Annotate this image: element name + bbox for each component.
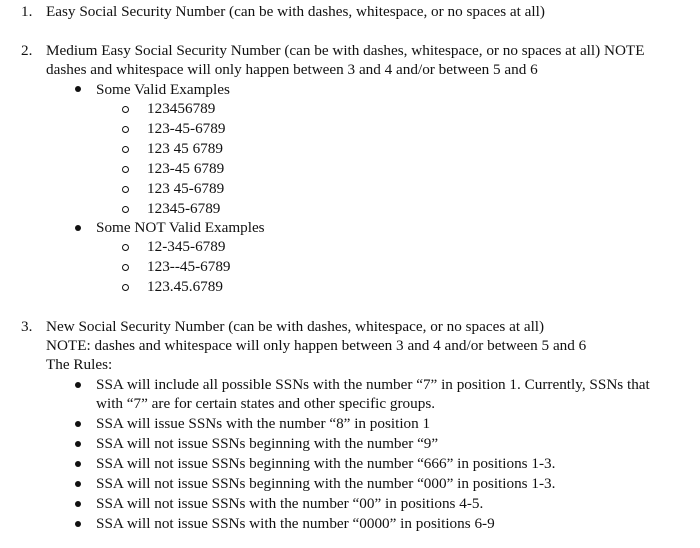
bullet-icon (75, 441, 81, 447)
circle-bullet-icon (122, 244, 129, 251)
rules-heading: The Rules: (46, 356, 113, 373)
invalid-example-item: 123.45.6789 (147, 278, 223, 295)
bullet-icon (75, 521, 81, 527)
valid-example-item: 12345-6789 (147, 200, 221, 217)
circle-bullet-icon (122, 206, 129, 213)
rule-item: SSA will issue SSNs with the number “8” in position 1 (96, 415, 431, 432)
invalid-example-item: 12-345-6789 (147, 238, 226, 255)
item-2-number: 2. (21, 42, 33, 59)
circle-bullet-icon (122, 284, 129, 291)
rule-item: SSA will not issue SSNs beginning with the number “9” (96, 435, 439, 452)
item-2-text-line1: Medium Easy Social Security Number (can be with dashes, whitespace, or no spaces at all) NOTE (46, 42, 645, 59)
bullet-icon (75, 382, 81, 388)
bullet-icon (75, 421, 81, 427)
item-3-text-line1: New Social Security Number (can be with dashes, whitespace, or no spaces at all) (46, 318, 545, 335)
rule-item: SSA will not issue SSNs beginning with the number “666” in positions 1-3. (96, 455, 556, 472)
item-3-number: 3. (21, 318, 33, 335)
circle-bullet-icon (122, 146, 129, 153)
bullet-icon (75, 225, 81, 231)
invalid-examples-heading: Some NOT Valid Examples (96, 219, 265, 236)
rule-item: SSA will not issue SSNs with the number “0000” in positions 6-9 (96, 515, 495, 532)
circle-bullet-icon (122, 264, 129, 271)
invalid-example-item: 123--45-6789 (147, 258, 231, 275)
bullet-icon (75, 86, 81, 92)
item-1-text: Easy Social Security Number (can be with dashes, whitespace, or no spaces at all) (46, 3, 545, 20)
bullet-icon (75, 481, 81, 487)
circle-bullet-icon (122, 126, 129, 133)
circle-bullet-icon (122, 186, 129, 193)
bullet-icon (75, 461, 81, 467)
valid-examples-heading: Some Valid Examples (96, 81, 230, 98)
circle-bullet-icon (122, 166, 129, 173)
valid-example-item: 123 45-6789 (147, 180, 225, 197)
rule-item: SSA will include all possible SSNs with the number “7” in position 1. Currently, SSNs that (96, 376, 650, 393)
rule-item: SSA will not issue SSNs with the number “00” in positions 4-5. (96, 495, 484, 512)
valid-example-item: 123456789 (147, 100, 216, 117)
valid-example-item: 123-45 6789 (147, 160, 225, 177)
circle-bullet-icon (122, 106, 129, 113)
valid-example-item: 123-45-6789 (147, 120, 226, 137)
item-1-number: 1. (21, 3, 33, 20)
bullet-icon (75, 501, 81, 507)
item-2-text-line2: dashes and whitespace will only happen between 3 and 4 and/or between 5 and 6 (46, 61, 538, 78)
item-3-note: NOTE: dashes and whitespace will only happen between 3 and 4 and/or between 5 and 6 (46, 337, 587, 354)
rule-item-continuation: with “7” are for certain states and other specific groups. (96, 395, 436, 412)
rule-item: SSA will not issue SSNs beginning with the number “000” in positions 1-3. (96, 475, 556, 492)
valid-example-item: 123 45 6789 (147, 140, 223, 157)
